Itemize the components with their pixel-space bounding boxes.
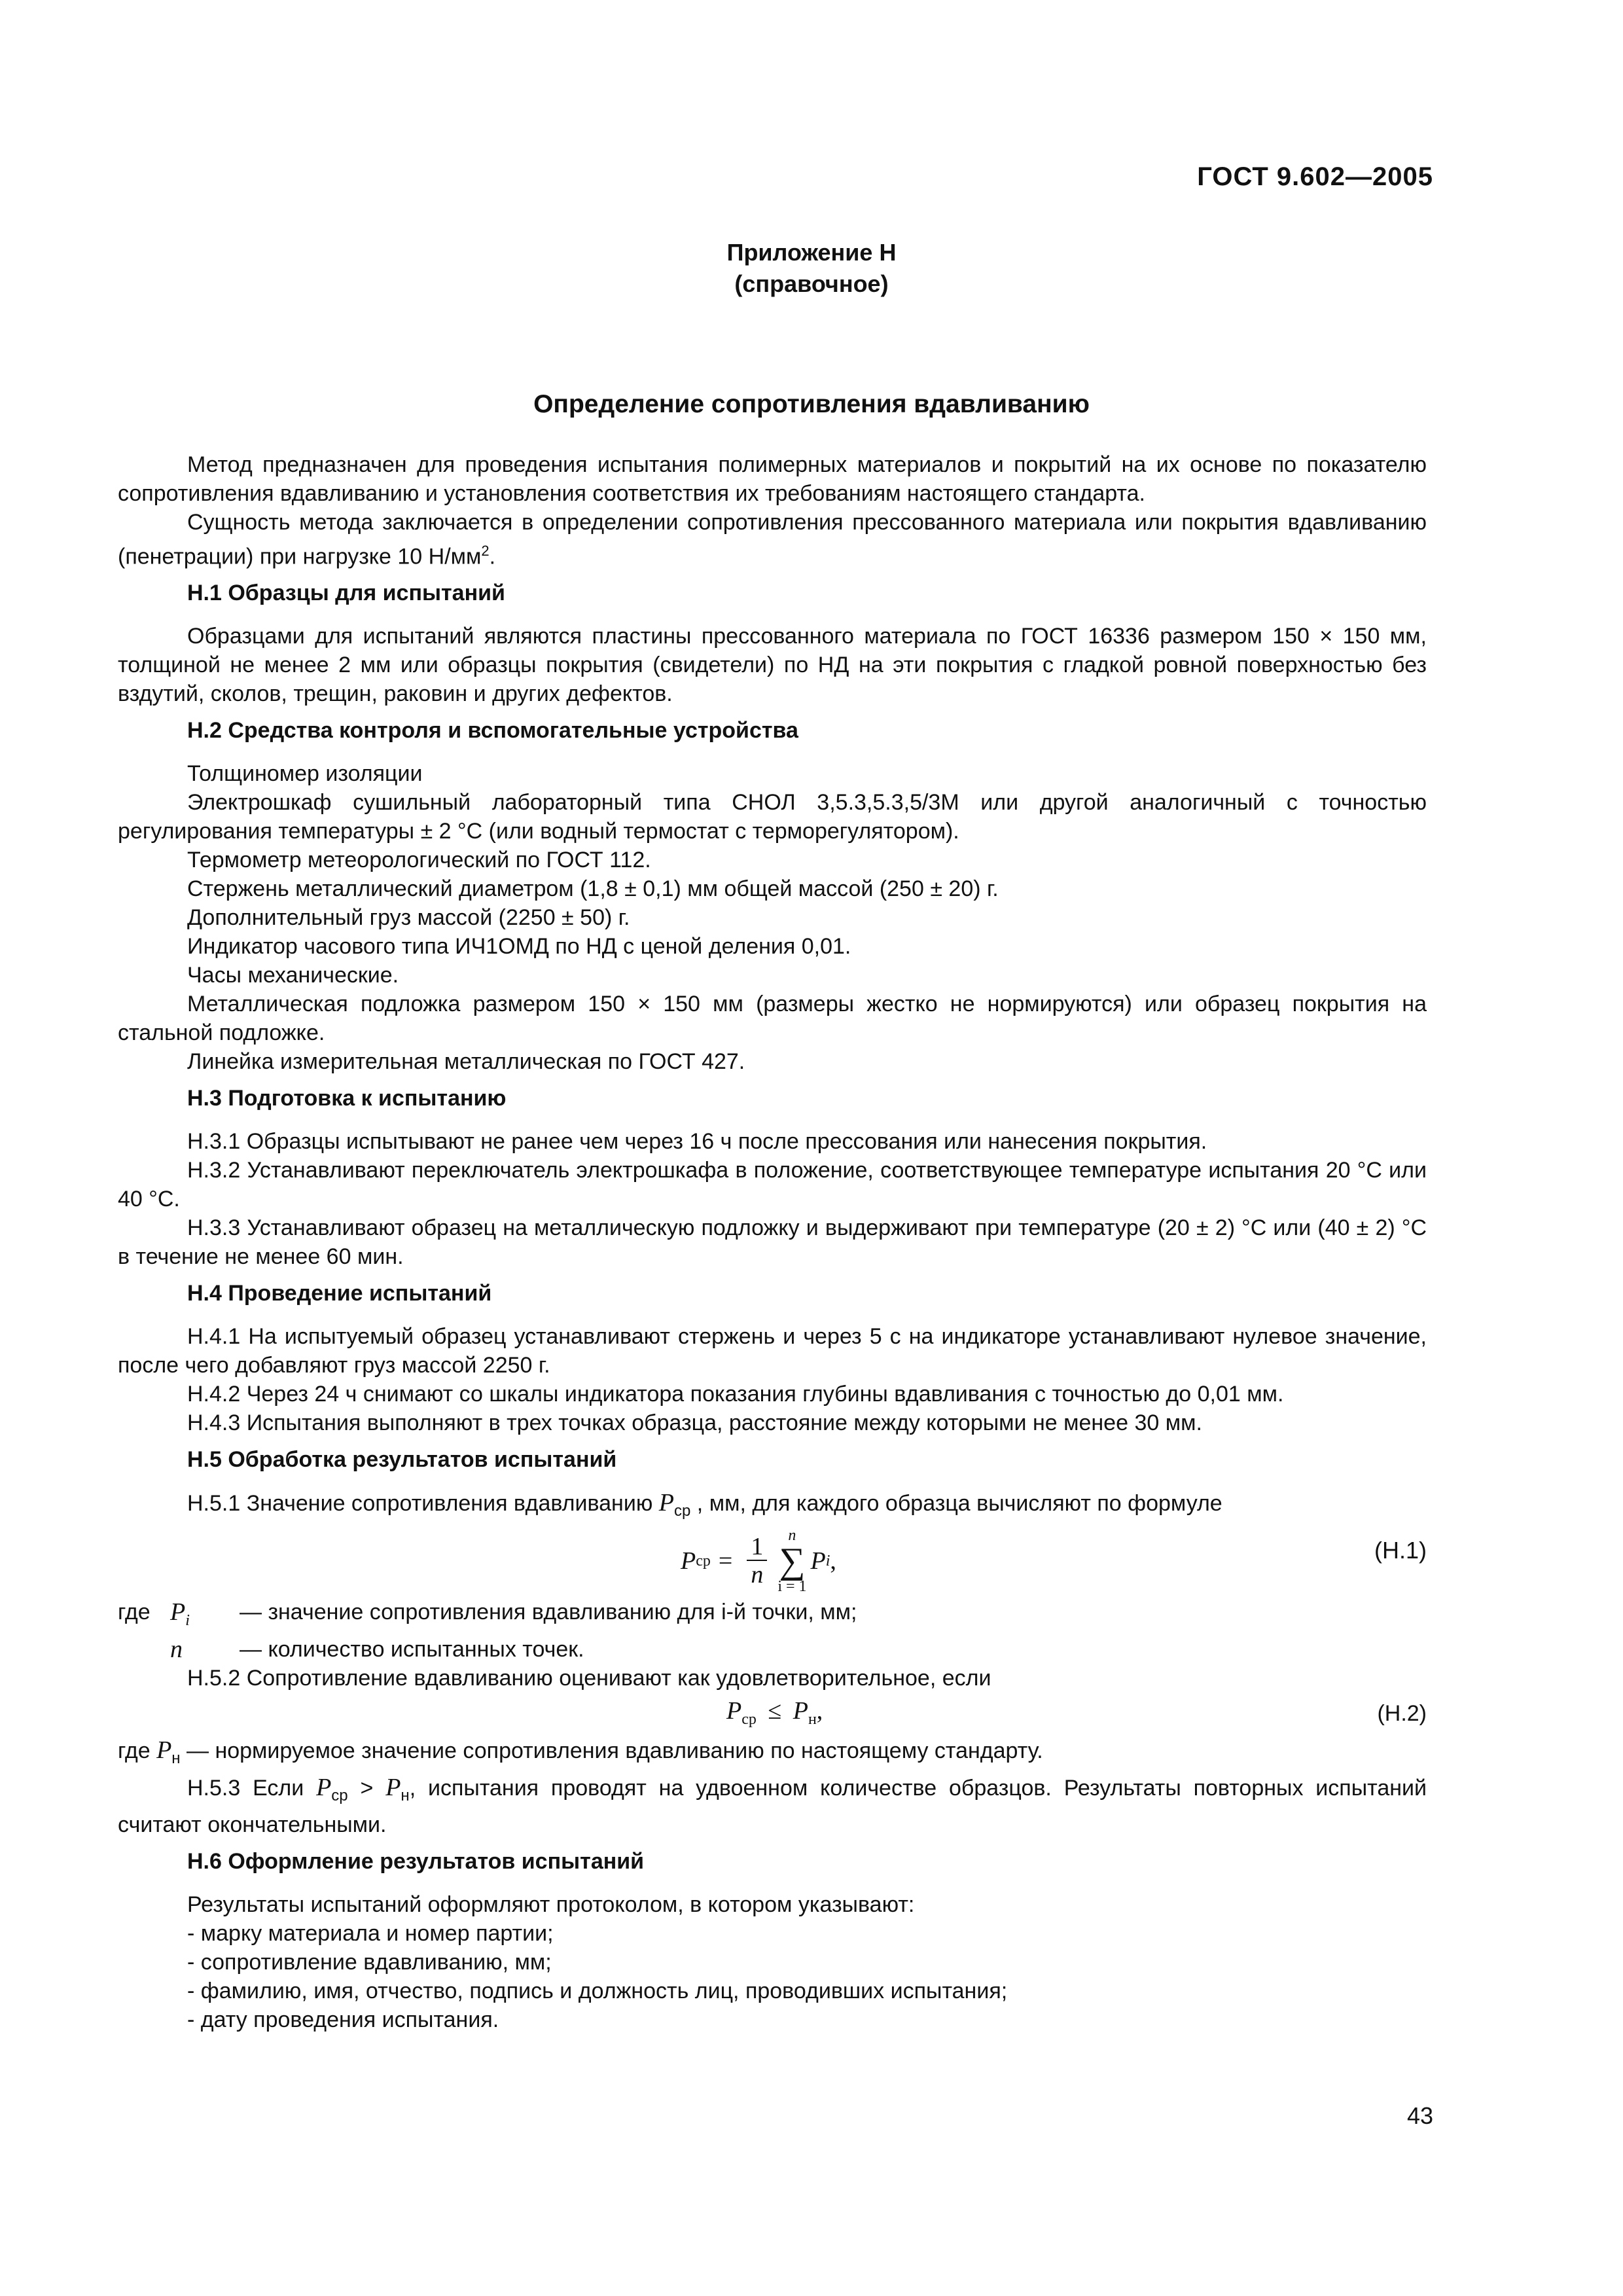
formula-n2-body <box>726 1696 823 1734</box>
fraction-denominator: n <box>751 1561 764 1589</box>
formula-comma: , <box>830 1547 836 1575</box>
h2-item: Металлическая подложка размером 150 × 150 мм (размеры жестко не нормируются) или образец покрытия на стальной подложке. <box>118 992 1427 1046</box>
formula-term: P <box>810 1547 826 1575</box>
formula2-operator: ≤ <box>768 1697 782 1725</box>
intro-paragraph-2 <box>118 508 1427 571</box>
heading-h5: Н.5 Обработка результатов испытаний <box>187 1447 617 1473</box>
h5-paragraph-2: Н.5.2 Сопротивление вдавливанию оценивают как удовлетворительное, если <box>187 1666 991 1691</box>
formula-fraction <box>747 1534 767 1588</box>
var-subscript: ср <box>331 1787 348 1805</box>
heading-h6: Н.6 Оформление результатов испытаний <box>187 1849 645 1874</box>
appendix-heading <box>0 237 1623 300</box>
h5-paragraph-1 <box>118 1488 1427 1526</box>
formula-n1 <box>118 1527 1427 1596</box>
formula2-comma: , <box>816 1697 823 1725</box>
where-sym-sub: н <box>171 1749 181 1768</box>
h2-item: Толщиномер изоляции <box>187 761 423 787</box>
h1-paragraph: Образцами для испытаний являются пластины прессованного материала по ГОСТ 16336 размером 150 × 150 мм, толщиной не менее 2 мм или образцы покрытия (свидетели) по НД на эти покрытия с гладкой ровной поверхностью без вздутий, сколов, трещин, раковин и других дефектов. <box>118 624 1427 707</box>
h5-p1-text-end: , мм, для каждого образца вычисляют по формуле <box>690 1491 1222 1516</box>
where-line-2 <box>118 1635 1427 1664</box>
h3-item: Н.3.3 Устанавливают образец на металлическую подложку и выдерживают при температуре (20 ± 2) °С или (40 ± 2) °С в течение не менее 60 мин. <box>118 1215 1427 1270</box>
h5-p3-text-end: , испытания проводят на удвоенном количестве образцов. Результаты повторных испытаний считают окончательными. <box>118 1776 1427 1838</box>
formula-number: (Н.2) <box>1377 1701 1427 1727</box>
h5-p1-text: Н.5.1 Значение сопротивления вдавливанию <box>187 1491 659 1516</box>
formula2-rhs: P <box>793 1697 808 1725</box>
standard-number: ГОСТ 9.602—2005 <box>1197 162 1433 191</box>
where-label: где <box>118 1600 151 1625</box>
heading-h4: Н.4 Проведение испытаний <box>187 1281 492 1306</box>
heading-h1: Н.1 Образцы для испытаний <box>187 581 505 606</box>
h6-bullet: - дату проведения испытания. <box>187 2007 499 2033</box>
where-description: — значение сопротивления вдавливанию для i-й точки, мм; <box>240 1600 857 1625</box>
var-p: P <box>658 1489 674 1517</box>
appendix-type: (справочное) <box>734 270 889 297</box>
formula2-lhs-sub: ср <box>741 1711 757 1729</box>
h6-intro: Результаты испытаний оформляют протоколом, в котором указывают: <box>187 1892 915 1918</box>
h4-item: Н.4.2 Через 24 ч снимают со шкалы индикатора показания глубины вдавливания с точностью до 0,01 мм. <box>187 1382 1284 1407</box>
where-line-1 <box>118 1598 1427 1635</box>
intro-paragraph-1: Метод предназначен для проведения испытания полимерных материалов и покрытий на их основе по показателю сопротивления вдавливанию и установления соответствия их требованиям настоящего стандарта. <box>118 452 1427 506</box>
h3-item: Н.3.2 Устанавливают переключатель электрошкафа в положение, соответствующее температуре испытания 20 °С или 40 °С. <box>118 1158 1427 1212</box>
formula-n2 <box>118 1696 1427 1733</box>
formula-equals: = <box>718 1547 733 1575</box>
formula2-rhs-sub: н <box>808 1711 817 1729</box>
document-body <box>118 450 1427 2034</box>
h3-item: Н.3.1 Образцы испытывают не ранее чем через 16 ч после прессования или нанесения покрытия. <box>187 1129 1207 1155</box>
h5-paragraph-3 <box>118 1773 1427 1839</box>
where-spacer <box>118 1635 170 1664</box>
var-subscript: ср <box>674 1502 691 1520</box>
heading-h3: Н.3 Подготовка к испытанию <box>187 1086 507 1111</box>
where-line-3 <box>118 1736 1427 1773</box>
var-p: P <box>385 1774 401 1802</box>
h2-item: Стержень металлический диаметром (1,8 ± 0,1) мм общей массой (250 ± 20) г. <box>187 876 999 902</box>
h2-item: Часы механические. <box>187 963 399 988</box>
summation-symbol <box>777 1528 806 1594</box>
formula-lhs: P <box>681 1547 696 1575</box>
sigma-glyph: ∑ <box>779 1541 806 1582</box>
heading-h2: Н.2 Средства контроля и вспомогательные устройства <box>187 718 798 744</box>
h2-list <box>118 759 1427 1076</box>
where-sym-p: P <box>170 1598 186 1626</box>
h2-item: Дополнительный груз массой (2250 ± 50) г. <box>187 905 630 931</box>
h6-bullet: - марку материала и номер партии; <box>187 1921 554 1946</box>
where-sym-p: P <box>156 1736 172 1765</box>
where-sym-sub: i <box>185 1612 190 1630</box>
comparison-operator: > <box>348 1776 386 1801</box>
formula-term-sub: i <box>825 1552 830 1570</box>
h6-bullet: - сопротивление вдавливанию, мм; <box>187 1950 552 1975</box>
sum-upper-limit: n <box>788 1527 796 1545</box>
intro-p2-text: Сущность метода заключается в определении сопротивления прессованного материала или покрытия вдавливанию (пенетрации) при нагрузке 10 Н/мм <box>118 510 1427 569</box>
formula-lhs-sub: ср <box>696 1552 711 1570</box>
h4-item: Н.4.3 Испытания выполняют в трех точках образца, расстояние между которыми не менее 30 мм. <box>187 1410 1202 1436</box>
var-subscript: н <box>401 1787 410 1805</box>
where-symbol <box>170 1598 240 1635</box>
h6-bullet: - фамилию, имя, отчество, подпись и должность лиц, проводивших испытания; <box>187 1979 1008 2004</box>
where-description: — нормируемое значение сопротивления вдавливанию по настоящему стандарту. <box>180 1738 1043 1764</box>
page-number: 43 <box>1406 2102 1433 2129</box>
formula-n1-body <box>681 1528 836 1594</box>
h2-item: Термометр метеорологический по ГОСТ 112. <box>187 848 651 873</box>
formula2-lhs: P <box>726 1697 742 1725</box>
h4-item: Н.4.1 На испытуемый образец устанавливают стержень и через 5 с на индикаторе устанавливают нулевое значение, после чего добавляют груз массой 2250 г. <box>118 1324 1427 1378</box>
intro-p2-sup: 2 <box>481 543 490 559</box>
fraction-numerator: 1 <box>747 1534 767 1561</box>
var-p: P <box>316 1774 332 1802</box>
h5-p3-text: Н.5.3 Если <box>187 1776 317 1801</box>
sum-lower-limit: i = 1 <box>777 1578 807 1596</box>
section-title: Определение сопротивления вдавливанию <box>533 390 1090 418</box>
where-description: — количество испытанных точек. <box>240 1637 584 1662</box>
h2-item: Линейка измерительная металлическая по ГОСТ 427. <box>187 1049 745 1075</box>
h2-item: Индикатор часового типа ИЧ1ОМД по НД с ценой деления 0,01. <box>187 934 851 960</box>
where-symbol-n: n <box>170 1636 183 1664</box>
h2-item: Электрошкаф сушильный лабораторный типа СНОЛ 3,5.3,5.3,5/3М или другой аналогичный с точностью регулирования температуры ± 2 °С (или водный термостат с терморегулятором). <box>118 790 1427 844</box>
where-label: где <box>118 1738 157 1764</box>
intro-p2-end: . <box>489 544 496 569</box>
formula-number: (Н.1) <box>1374 1537 1427 1564</box>
appendix-label: Приложение Н <box>726 239 897 266</box>
